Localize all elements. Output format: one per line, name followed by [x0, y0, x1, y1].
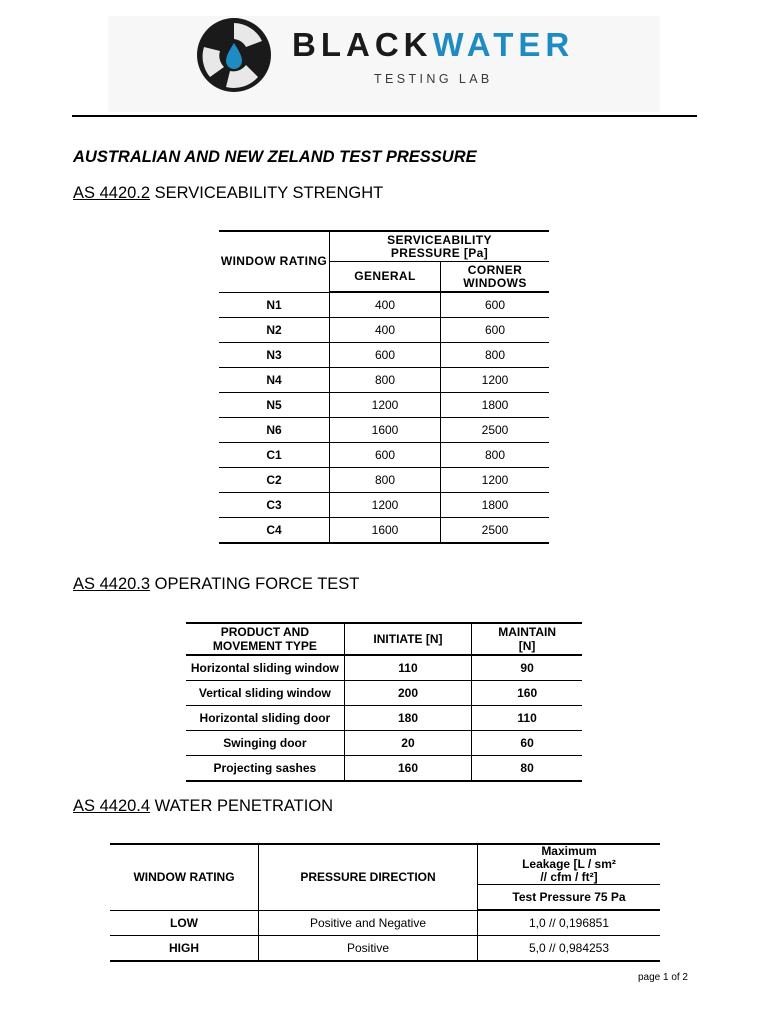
row-general: 600: [330, 343, 441, 368]
row-initiate: 200: [344, 681, 471, 706]
row-corner: 1800: [441, 393, 550, 418]
row-leakage: 1,0 // 0,196851: [478, 910, 661, 936]
row-rating: N1: [219, 292, 330, 318]
header-initiate: INITIATE [N]: [344, 623, 471, 655]
row-rating: N5: [219, 393, 330, 418]
row-type: Horizontal sliding window: [186, 655, 344, 681]
row-type: Projecting sashes: [186, 756, 344, 782]
table-row: [186, 681, 582, 706]
table-row: [110, 910, 660, 936]
row-rating: LOW: [110, 910, 259, 936]
row-general: 1600: [330, 518, 441, 544]
row-initiate: 160: [344, 756, 471, 782]
table-row: [219, 318, 549, 343]
table-row: [110, 936, 660, 962]
blackwater-logo-icon: [196, 17, 272, 93]
row-rating: N3: [219, 343, 330, 368]
row-corner: 1800: [441, 493, 550, 518]
row-type: Horizontal sliding door: [186, 706, 344, 731]
row-maintain: 160: [472, 681, 582, 706]
section-title: SERVICEABILITY STRENGHT: [150, 184, 384, 202]
page-title: AUSTRALIAN AND NEW ZELAND TEST PRESSURE: [73, 148, 477, 166]
section-title: WATER PENETRATION: [150, 797, 334, 815]
row-rating: C3: [219, 493, 330, 518]
brand-subtitle: TESTING LAB: [374, 72, 493, 86]
table-row: [219, 343, 549, 368]
row-corner: 600: [441, 318, 550, 343]
header-general: GENERAL: [330, 262, 441, 293]
water-penetration-table: [110, 843, 660, 962]
serviceability-table: [219, 230, 549, 544]
header-pressure-direction: PRESSURE DIRECTION: [259, 844, 478, 910]
row-maintain: 110: [472, 706, 582, 731]
row-corner: 1200: [441, 368, 550, 393]
brand-black: BLACK: [292, 26, 433, 63]
row-general: 800: [330, 468, 441, 493]
header-window-rating: WINDOW RATING: [110, 844, 259, 910]
row-general: 400: [330, 318, 441, 343]
header-maximum-leakage: Maximum Leakage [L / sm² // cfm / ft²]: [478, 844, 661, 885]
header-product-type: PRODUCT AND MOVEMENT TYPE: [186, 623, 344, 655]
header-corner-windows: CORNER WINDOWS: [441, 262, 550, 293]
table-row: [219, 518, 549, 544]
row-corner: 1200: [441, 468, 550, 493]
brand-name: [292, 28, 574, 61]
row-leakage: 5,0 // 0,984253: [478, 936, 661, 962]
section-heading-serviceability: [73, 184, 383, 203]
table-row: [186, 756, 582, 782]
row-general: 1200: [330, 393, 441, 418]
section-std: AS 4420.3: [73, 575, 151, 593]
row-general: 800: [330, 368, 441, 393]
row-rating: C1: [219, 443, 330, 468]
row-rating: N4: [219, 368, 330, 393]
row-general: 400: [330, 292, 441, 318]
table-row: [186, 706, 582, 731]
section-std: AS 4420.2: [73, 184, 151, 202]
table-row: [219, 393, 549, 418]
table-row: [186, 731, 582, 756]
header-rule: [72, 115, 697, 117]
row-rating: N2: [219, 318, 330, 343]
row-rating: HIGH: [110, 936, 259, 962]
row-maintain: 60: [472, 731, 582, 756]
section-heading-water-penetration: [73, 797, 333, 816]
row-initiate: 110: [344, 655, 471, 681]
row-direction: Positive: [259, 936, 478, 962]
row-rating: C4: [219, 518, 330, 544]
operating-force-table: [186, 622, 582, 782]
brand-water: WATER: [432, 26, 575, 63]
row-corner: 800: [441, 343, 550, 368]
header-maintain: MAINTAIN [N]: [472, 623, 582, 655]
row-direction: Positive and Negative: [259, 910, 478, 936]
table-row: [219, 493, 549, 518]
table-row: [219, 468, 549, 493]
header-test-pressure: Test Pressure 75 Pa: [478, 885, 661, 911]
row-general: 1600: [330, 418, 441, 443]
row-type: Swinging door: [186, 731, 344, 756]
row-corner: 800: [441, 443, 550, 468]
section-std: AS 4420.4: [73, 797, 151, 815]
row-general: 1200: [330, 493, 441, 518]
page-number: page 1 of 2: [637, 972, 688, 983]
table-row: [219, 368, 549, 393]
row-corner: 600: [441, 292, 550, 318]
row-general: 600: [330, 443, 441, 468]
table-row: [219, 292, 549, 318]
row-type: Vertical sliding window: [186, 681, 344, 706]
header-serviceability-pressure: SERVICEABILITY PRESSURE [Pa]: [330, 231, 550, 262]
row-rating: C2: [219, 468, 330, 493]
row-corner: 2500: [441, 418, 550, 443]
row-rating: N6: [219, 418, 330, 443]
table-row: [219, 443, 549, 468]
row-initiate: 20: [344, 731, 471, 756]
row-initiate: 180: [344, 706, 471, 731]
row-maintain: 80: [472, 756, 582, 782]
section-title: OPERATING FORCE TEST: [150, 575, 360, 593]
section-heading-operating-force: [73, 575, 359, 594]
row-maintain: 90: [472, 655, 582, 681]
row-corner: 2500: [441, 518, 550, 544]
table-row: [186, 655, 582, 681]
table-row: [219, 418, 549, 443]
header-window-rating: WINDOW RATING: [219, 231, 330, 292]
